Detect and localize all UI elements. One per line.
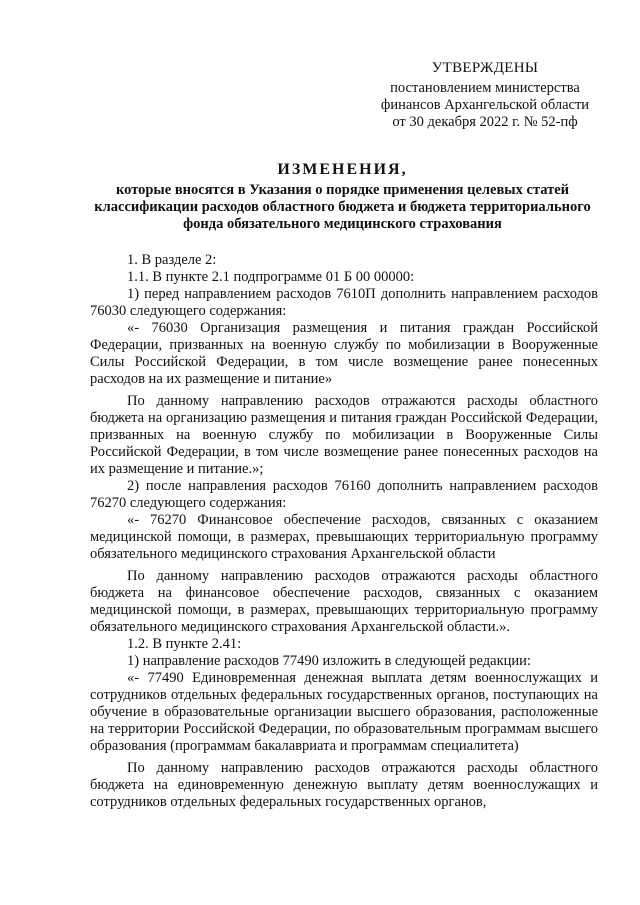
document-title: ИЗМЕНЕНИЯ, [277, 161, 408, 178]
paragraph: 1) направление расходов 77490 изложить в следующей редакции: [127, 653, 531, 669]
approval-line: постановлением министерства [390, 80, 580, 96]
paragraph: 1) перед направлением расходов 7610П дополнить направлением расходов 76030 следующего содержания: [90, 286, 598, 319]
paragraph: 1.2. В пункте 2.41: [127, 636, 242, 652]
paragraph: По данному направлению расходов отражаются расходы областного бюджета на финансовое обеспечение расходов, связанных с оказанием медицинской помощи, в размерах, превышающих территориальную программу обязательного медицинского страхования Архангельской области.». [90, 568, 598, 635]
paragraph: «- 77490 Единовременная денежная выплата детям военнослужащих и сотрудников отдельных федеральных государственных органов, поступающих на обучение в образовательные организации высшего образования, расположенные на территории Российской Федерации, по образовательным программам высшего образования (программам бакалавриата и программам специалитета) [90, 670, 598, 754]
paragraph: 2) после направления расходов 76160 дополнить направлением расходов 76270 следующего содержания: [90, 478, 598, 511]
document-body [90, 252, 598, 811]
paragraph: По данному направлению расходов отражаются расходы областного бюджета на единовременную денежную выплату детям военнослужащих и сотрудников отдельных федеральных государственных органов, [90, 760, 598, 810]
approval-heading: УТВЕРЖДЕНЫ [431, 60, 539, 76]
paragraph: По данному направлению расходов отражаются расходы областного бюджета на организацию размещения и питания граждан Российской Федерации, призванных на военную службу по мобилизации в Вооруженные Силы Российской Федерации, в том числе возмещение ранее понесенных расходов на их размещение и питание.»; [90, 393, 598, 477]
document-subtitle: которые вносятся в Указания о порядке применения целевых статей классификации расходов областного бюджета и бюджета территориального фонда обязательного медицинского страхования [94, 182, 591, 232]
approval-stamp [370, 60, 600, 131]
approval-line: финансов Архангельской области [380, 97, 590, 113]
paragraph: 1.1. В пункте 2.1 подпрограмме 01 Б 00 00000: [127, 269, 415, 285]
paragraph: «- 76270 Финансовое обеспечение расходов, связанных с оказанием медицинской помощи, в размерах, превышающих территориальную программу обязательного медицинского страхования Архангельской области [90, 512, 598, 562]
paragraph: 1. В разделе 2: [127, 252, 217, 268]
approval-line: от 30 декабря 2022 г. № 52-пф [392, 114, 578, 130]
document-title-block [90, 160, 595, 233]
paragraph: «- 76030 Организация размещения и питания граждан Российской Федерации, призванных на военную службу по мобилизации в Вооруженные Силы Российской Федерации, в том числе возмещение ранее понесенных расходов на их размещение и питание» [90, 320, 598, 387]
